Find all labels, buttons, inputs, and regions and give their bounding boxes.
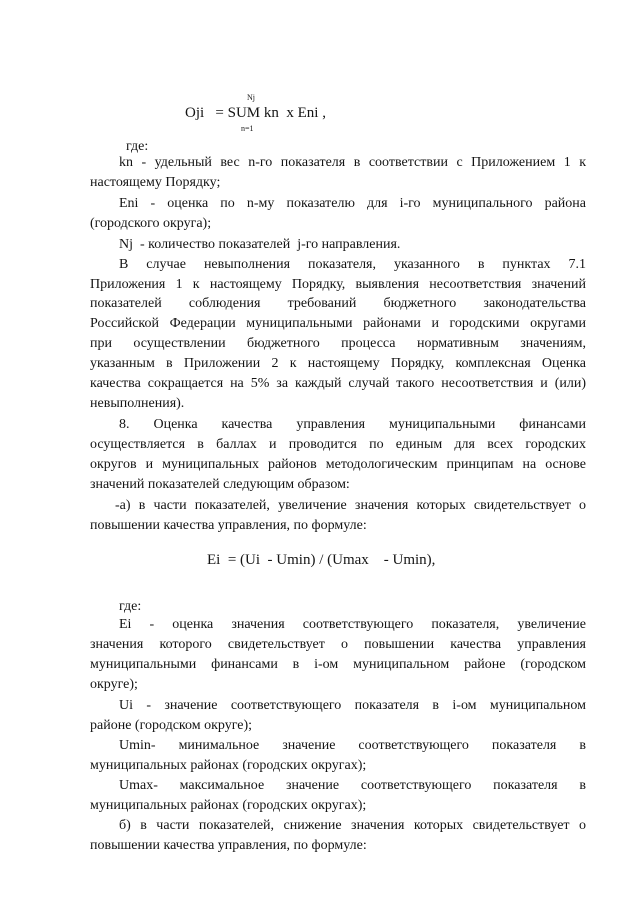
item-a-line1: -а) в части показателей, увеличение значения которых свидетельствует о: [115, 498, 586, 513]
def-ui-line1: Ui - значение соответствующего показателя в i-ом муниципальном: [119, 698, 586, 713]
def-ei-line3: муниципальными финансами в i-ом муниципальном районе (городском: [90, 657, 586, 672]
para8-line2: осуществляется в баллах и проводится по единым для всех городских: [90, 437, 586, 452]
para8-line1: 8. Оценка качества управления муниципальными финансами: [119, 417, 586, 432]
para-fail-line3: показателей соблюдения требований бюджетного законодательства: [90, 296, 586, 311]
def-ei-line1: Ei - оценка значения соответствующего показателя, увеличение: [119, 617, 586, 632]
para-fail-line7: качества сокращается на 5% за каждый случай такого несоответствия и (или): [90, 376, 586, 391]
def-nj: Nj - количество показателей j-го направления.: [119, 237, 401, 252]
def-eni-line2: (городского округа);: [90, 216, 212, 231]
formula1-lower-limit: n=1: [241, 124, 254, 133]
def-umin-line2: муниципальных районах (городских округах);: [90, 758, 367, 773]
def-umax-line1: Umax- максимальное значение соответствующего показателя в: [119, 778, 586, 793]
def-kn-line2: настоящему Порядку;: [90, 175, 221, 190]
formula1: Oji = SUM kn x Eni ,: [185, 105, 326, 121]
def-kn-line1: kn - удельный вес n-го показателя в соответствии с Приложением 1 к: [119, 155, 586, 170]
where-label-2: где:: [119, 599, 142, 614]
def-umax-line2: муниципальных районах (городских округах);: [90, 798, 367, 813]
para-fail-line8: невыполнения).: [90, 396, 185, 411]
item-b-line1: б) в части показателей, снижение значения которых свидетельствует о: [119, 818, 586, 833]
para-fail-line2: Приложения 1 к настоящему Порядку, выявления несоответствия значений: [90, 277, 586, 292]
para-fail-line6: указанным в Приложении 2 к настоящему Порядку, комплексная Оценка: [90, 356, 586, 371]
where-label-1: где:: [126, 139, 149, 154]
para8-line3: округов и муниципальных районов методологическим принципам на основе: [90, 457, 586, 472]
def-eni-line1: Eni - оценка по n-му показателю для i-го муниципального района: [119, 196, 586, 211]
def-ei-line4: округе);: [90, 677, 138, 692]
item-b-line2: повышении качества управления, по формуле:: [90, 838, 367, 853]
def-umin-line1: Umin- минимальное значение соответствующего показателя в: [119, 738, 586, 753]
para-fail-line5: при осуществлении бюджетного процесса нормативным значениям,: [90, 336, 586, 351]
item-a-line2: повышении качества управления, по формуле:: [90, 518, 367, 533]
para-fail-line1: В случае невыполнения показателя, указанного в пунктах 7.1: [119, 257, 586, 272]
def-ei-line2: значения которого свидетельствует о повышении качества управления: [90, 637, 586, 652]
formula1-upper-limit: Nj: [247, 93, 255, 102]
def-ui-line2: районе (городском округе);: [90, 718, 253, 733]
para8-line4: значений показателей следующим образом:: [90, 477, 350, 492]
para-fail-line4: Российской Федерации муниципальными районами и городскими округами: [90, 316, 586, 331]
formula2: Ei = (Ui - Umin) / (Umax - Umin),: [207, 552, 436, 568]
